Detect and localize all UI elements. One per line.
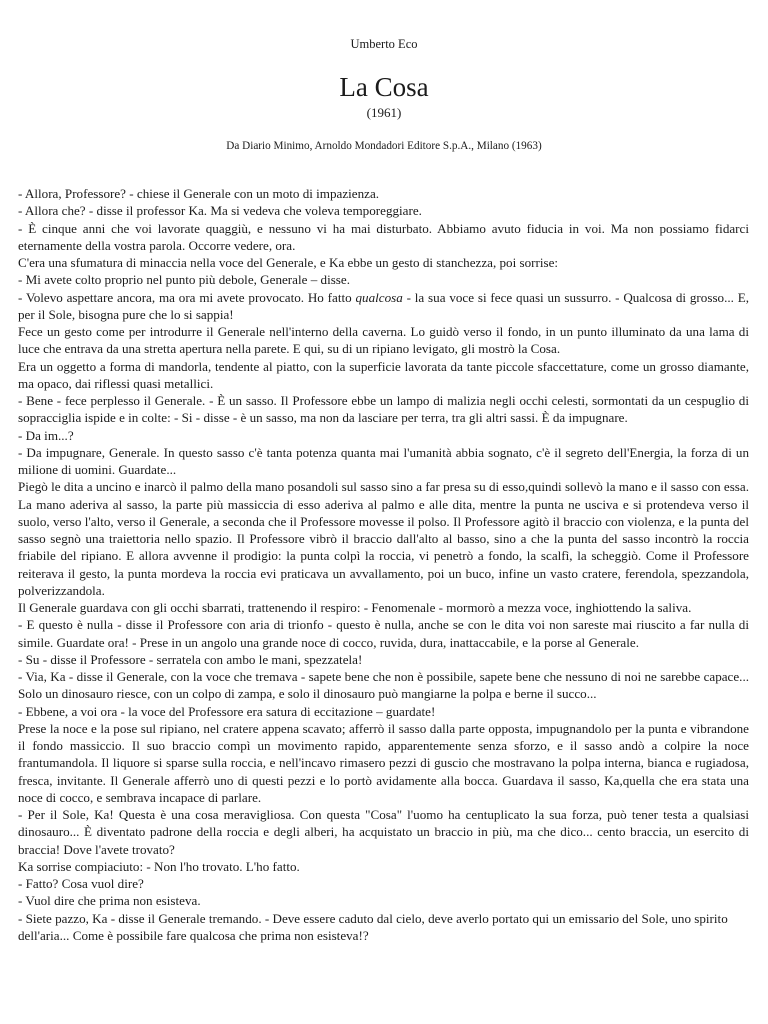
paragraph: Fece un gesto come per introdurre il Generale nell'interno della caverna. Lo guidò verso il fondo, in un punto illuminato da una lama di luce che entrava da una stretta apertura nella parete. E qui, su di un ripiano levigato, gli mostrò la Cosa. — [18, 324, 749, 357]
paragraph: - Siete pazzo, Ka - disse il Generale tremando. - Deve essere caduto dal cielo, deve averlo portato qui un emissario del Sole, uno spirito dell'aria... Come è possibile fare qualcosa che prima non esisteva!? — [18, 910, 728, 943]
paragraph: - Ebbene, a voi ora - la voce del Professore era satura di eccitazione – guardate! — [18, 703, 436, 719]
paragraph-text: - Volevo aspettare ancora, ma ora mi avete provocato. Ho fatto — [18, 289, 356, 305]
emphasis-text: qualcosa — [355, 289, 403, 305]
paragraph: - Su - disse il Professore - serratela con ambo le mani, spezzatela! — [18, 651, 363, 667]
paragraph-text: - la sua voce si fece quasi un sussurro. - Qualcosa di grosso... E, per il Sole, bisogna pure che lo si sappia! — [18, 289, 749, 322]
story-body — [18, 185, 749, 944]
paragraph — [18, 289, 749, 324]
paragraph: - Mi avete colto proprio nel punto più debole, Generale – disse. — [18, 272, 350, 288]
paragraph: Ka sorrise compiaciuto: - Non l'ho trovato. L'ho fatto. — [18, 858, 300, 874]
author: Umberto Eco — [350, 37, 418, 51]
paragraph: - Vuol dire che prima non esisteva. — [18, 893, 201, 909]
paragraph: Era un oggetto a forma di mandorla, tendente al piatto, con la superficie lavorata da tante piccole sfaccettature, come un grosso diamante, ma opaco, dai riflessi quasi metallici. — [18, 358, 749, 391]
publication-year: (1961) — [366, 105, 402, 120]
paragraph: - Per il Sole, Ka! Questa è una cosa meravigliosa. Con questa "Cosa" l'uomo ha centuplicato la sua forza, può tener testa a qualsiasi dinosauro... È diventato padrone della roccia e degli alberi, ha acquistato un braccio in più, ma che dico... cento braccia, un esercito di braccia! Dove l'avete trovato? — [18, 807, 749, 857]
paragraph: - Allora che? - disse il professor Ka. Ma si vedeva che voleva temporeggiare. — [18, 203, 422, 219]
paragraph: - Bene - fece perplesso il Generale. - È un sasso. Il Professore ebbe un lampo di malizia negli occhi celesti, sormontati da un cespuglio di sopracciglia ispide e in colte: - Si - disse - è un sasso, ma non da lasciare per terra, tra gli altri sassi. È da impugnare. — [18, 393, 749, 426]
paragraph: - Da impugnare, Generale. In questo sasso c'è tanta potenza quanta mai l'umanità abbia sognato, c'è il segreto dell'Energia, la forza di un milione di uomini. Guardate... — [18, 444, 749, 477]
paragraph: Il Generale guardava con gli occhi sbarrati, trattenendo il respiro: - Fenomenale - mormorò a mezza voce, inghiottendo la saliva. — [18, 600, 692, 615]
paragraph: Prese la noce e la pose sul ripiano, nel cratere appena scavato; afferrò il sasso dalla parte opposta, impugnandolo per la punta e vibrandone il fondo massiccio. Il suo braccio compì un movimento rapido, apparentemente senza sforzo, e il sasso andò a colpire la noce frantumandola. Il liquore si sparse sulla roccia, e nell'incavo rimasero pezzi di guscio che mostravano la polpa interna, bianca e rugiadosa, fresca, invitante. Il Generale afferrò uno di questi pezzi e lo portò avidamente alla bocca. Guardava il sasso, Ka,quella che era stata una noce di cocco, e sembrava incapace di parlare. — [18, 720, 749, 805]
paragraph: - È cinque anni che voi lavorate quaggiù, e nessuno vi ha mai disturbato. Abbiamo avuto fiducia in voi. Ma non possiamo fidarci eternamente della vostra parola. Occorre vedere, ora. — [18, 220, 749, 253]
document-title: La Cosa — [339, 72, 429, 102]
paragraph: - Allora, Professore? - chiese il Generale con un moto di impazienza. — [18, 186, 380, 201]
source-citation: Da Diario Minimo, Arnoldo Mondadori Editore S.p.A., Milano (1963) — [226, 140, 542, 152]
paragraph: Piegò le dita a uncino e inarcò il palmo della mano posandoli sul sasso sino a far presa su di esso,quindi sollevò la mano e il sasso con essa. La mano aderiva al sasso, la parte più massiccia di esso aderiva al palmo e alle dita, mentre la punta ne usciva e si protendeva verso il suolo, verso l'alto, verso il Generale, a seconda che il Professore movesse il polso. Il Professore agitò il braccio con violenza, e la punta del sasso segnò una traiettoria nello spazio. Il Professore vibrò il braccio dall'alto al basso, sino a che la punta del sasso incontrò la roccia friabile del ripiano. E allora avvenne il prodigio: la punta colpì la roccia, vi penetrò a fondo, la scalfì, la scheggiò. Come il Professore reiterava il gesto, la punta mordeva la roccia evi praticava un avvallamento, poi un buco, infine un vasto cratere, ferendola, spezzandola, polverizzandola. — [18, 479, 749, 598]
paragraph: - Fatto? Cosa vuol dire? — [18, 876, 144, 891]
paragraph: C'era una sfumatura di minaccia nella voce del Generale, e Ka ebbe un gesto di stanchezza, poi sorrise: — [18, 255, 559, 270]
paragraph: - E questo è nulla - disse il Professore con aria di trionfo - questo è nulla, anche se con le dita voi non sareste mai riuscito a far nulla di simile. Guardate ora! - Prese in un angolo una grande noce di cocco, ruvida, dura, inattaccabile, e la porse al Generale. — [18, 617, 749, 650]
paragraph: - Via, Ka - disse il Generale, con la voce che tremava - sapete bene che non è possibile, sapete bene che nessuno di noi ne sarebbe capace... Solo un dinosauro riesce, con un colpo di zampa, e solo il dinosauro può mangiarne la polpa e berne il succo... — [18, 669, 749, 702]
paragraph: - Da im...? — [18, 427, 74, 443]
